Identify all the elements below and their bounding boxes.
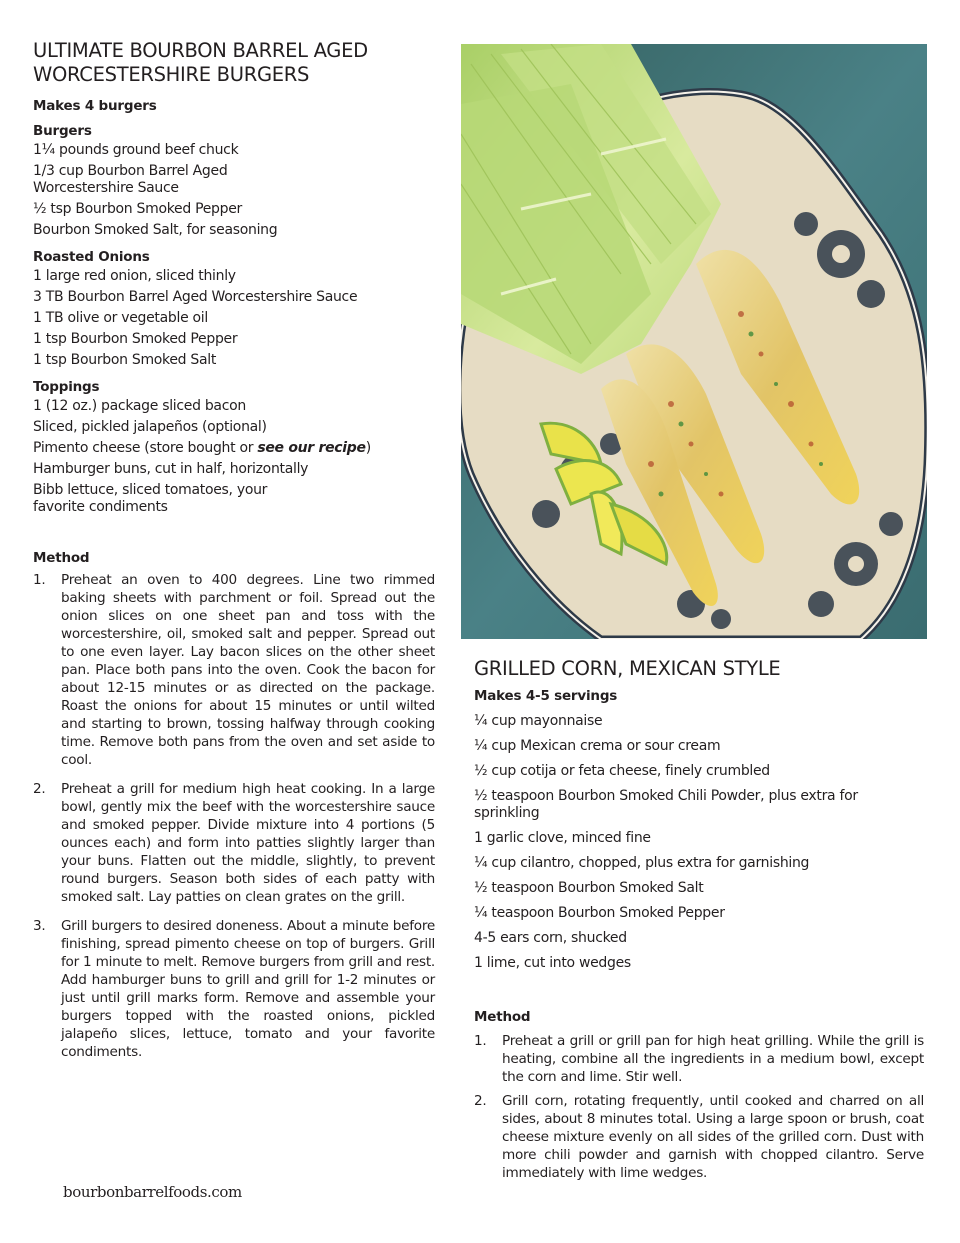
corn-method-heading: Method [474, 1009, 531, 1025]
grilled-corn-photo [461, 44, 927, 639]
ingredient-item: ½ tsp Bourbon Smoked Pepper [33, 201, 242, 217]
ingredient-item: Sliced, pickled jalapeños (optional) [33, 419, 267, 435]
step-number: 2. [474, 1093, 487, 1109]
step-number: 2. [33, 781, 46, 797]
corn-method [474, 1008, 924, 1188]
ingredient-item: 1¼ pounds ground beef chuck [33, 142, 239, 158]
section-heading-toppings: Toppings [33, 379, 100, 395]
method-step [474, 1092, 924, 1182]
step-text: Grill burgers to desired doneness. About a minute before finishing, spread pimento cheese on top of burgers. Grill for 1 minute to melt. Remove burgers from grill and rest. Add hamburger buns to grill and grill for 1-2 minutes or just until grill marks form. Remove and assemble your burgers topped with the roasted onions, pickled jalapeño slices, lettuce, tomato and your favorite condiments. [61, 918, 435, 1060]
step-text: Preheat an oven to 400 degrees. Line two rimmed baking sheets with parchment or foil. Spread out the onion slices on one sheet pan and toss with the worcestershire, oil, smoked salt and pepper. Spread out to one even layer. Lay bacon slices on the other sheet pan. Place both pans into the oven. Cook the bacon for about 12-15 minutes or as directed on the package. Roast the onions for about 15 minutes or until wilted and starting to brown, tossing halfway through cooking time. Remove both pans from the oven and set aside to cool. [61, 572, 435, 768]
ingredient-item: 4-5 ears corn, shucked [474, 930, 627, 946]
method-step [474, 1032, 924, 1086]
ingredient-item: ¼ cup mayonnaise [474, 713, 603, 729]
ingredient-item: 3 TB Bourbon Barrel Aged Worcestershire Sauce [33, 289, 358, 305]
burger-title-line1: ULTIMATE BOURBON BARREL AGED [33, 39, 368, 62]
ingredient-item: 1 large red onion, sliced thinly [33, 268, 236, 284]
ingredient-item: 1 tsp Bourbon Smoked Salt [33, 352, 217, 368]
ingredient-item: ¼ teaspoon Bourbon Smoked Pepper [474, 905, 725, 921]
step-text: Preheat a grill for medium high heat cooking. In a large bowl, gently mix the beef with the worcestershire sauce and smoked pepper. Divide mixture into 4 portions (5 ounces each) and form into patties slightly larger than your buns. Flatten out the middle, slightly, to prevent round burgers. Season both sides of each patty with smoked salt. Lay patties on clean grates on the grill. [61, 781, 435, 905]
ingredient-item: 1/3 cup Bourbon Barrel Aged Worcestershire Sauce [33, 163, 228, 196]
step-text: Grill corn, rotating frequently, until cooked and charred on all sides, about 8 minutes total. Using a large spoon or brush, coat cheese mixture evenly on all sides of the grilled corn. Dust with more chili powder and garnish with chopped cilantro. Serve immediately with lime wedges. [502, 1093, 924, 1181]
burger-method [33, 549, 435, 1072]
burger-title [33, 39, 435, 87]
website-url[interactable]: bourbonbarrelfoods.com [63, 1183, 242, 1201]
step-number: 1. [474, 1033, 487, 1049]
ingredient-item: 1 lime, cut into wedges [474, 955, 631, 971]
ingredient-item: Bourbon Smoked Salt, for seasoning [33, 222, 278, 238]
ingredient-item: Hamburger buns, cut in half, horizontally [33, 461, 309, 477]
corn-yield: Makes 4-5 servings [474, 688, 618, 704]
burger-recipe [33, 39, 435, 518]
ingredient-item: 1 TB olive or vegetable oil [33, 310, 208, 326]
pimento-text: Pimento cheese (store bought or [33, 440, 258, 456]
ingredient-item: 1 (12 oz.) package sliced bacon [33, 398, 246, 414]
step-number: 1. [33, 572, 46, 588]
method-step [33, 571, 435, 769]
corn-ingredient-list [474, 709, 924, 976]
corn-title: GRILLED CORN, MEXICAN STYLE [474, 657, 781, 680]
method-step [33, 917, 435, 1061]
ingredient-item: 1 garlic clove, minced fine [474, 830, 651, 846]
ingredient-list-toppings [33, 396, 435, 518]
ingredient-item: 1 tsp Bourbon Smoked Pepper [33, 331, 238, 347]
see-our-recipe-link[interactable]: see our recipe [257, 440, 366, 456]
burger-title-line2: WORCESTERSHIRE BURGERS [33, 63, 310, 86]
section-heading-burgers: Burgers [33, 123, 92, 139]
ingredient-list-onions [33, 266, 435, 371]
ingredient-item [33, 438, 435, 459]
corn-steps [474, 1032, 924, 1182]
burger-method-heading: Method [33, 550, 90, 566]
ingredient-item: Bibb lettuce, sliced tomatoes, your favorite condiments [33, 482, 268, 515]
pimento-close: ) [365, 440, 371, 456]
method-step [33, 780, 435, 906]
ingredient-item: ¼ cup Mexican crema or sour cream [474, 738, 721, 754]
ingredient-item: ½ teaspoon Bourbon Smoked Salt [474, 880, 704, 896]
ingredient-list-burgers [33, 140, 435, 241]
burger-steps [33, 571, 435, 1061]
corn-illustration [461, 44, 927, 639]
corn-recipe [474, 657, 924, 976]
ingredient-item: ¼ cup cilantro, chopped, plus extra for garnishing [474, 855, 810, 871]
step-text: Preheat a grill or grill pan for high heat grilling. While the grill is heating, combine all the ingredients in a medium bowl, except the corn and lime. Stir well. [502, 1033, 924, 1085]
step-number: 3. [33, 918, 46, 934]
burger-yield: Makes 4 burgers [33, 98, 157, 114]
ingredient-item: ½ teaspoon Bourbon Smoked Chili Powder, plus extra for sprinkling [474, 788, 858, 821]
section-heading-roasted-onions: Roasted Onions [33, 249, 150, 265]
ingredient-item: ½ cup cotija or feta cheese, finely crumbled [474, 763, 770, 779]
